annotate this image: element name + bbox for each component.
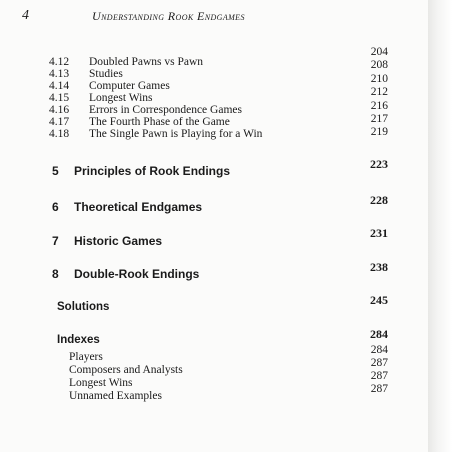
entry-number: 4.12 bbox=[49, 56, 70, 68]
chapter-number: 6 bbox=[52, 200, 59, 214]
entry-title: Longest Wins bbox=[89, 92, 153, 104]
entry-page: 208 bbox=[370, 59, 388, 71]
indexes-page: 284 bbox=[370, 327, 388, 341]
entry-number: 4.13 bbox=[49, 68, 70, 80]
chapter-title: Theoretical Endgames bbox=[74, 200, 203, 214]
entry-title: Studies bbox=[89, 68, 123, 80]
index-item: Longest Wins bbox=[69, 377, 133, 389]
index-page: 287 bbox=[370, 357, 388, 369]
indexes-title: Indexes bbox=[57, 334, 100, 346]
entry-number: 4.15 bbox=[49, 92, 70, 104]
index-item: Unnamed Examples bbox=[69, 390, 162, 402]
entry-page: 217 bbox=[370, 113, 388, 125]
chapter-page: 238 bbox=[370, 260, 388, 274]
running-head: Understanding Rook Endgames bbox=[92, 9, 245, 23]
index-item: Composers and Analysts bbox=[69, 364, 183, 376]
chapter-entry bbox=[52, 164, 230, 178]
entry-number: 4.14 bbox=[49, 80, 70, 92]
entry-title: The Fourth Phase of the Game bbox=[89, 116, 230, 128]
entry-title: Computer Games bbox=[89, 80, 170, 92]
entry-number: 4.16 bbox=[49, 104, 70, 116]
chapter-entry bbox=[52, 200, 202, 214]
index-page: 284 bbox=[370, 344, 388, 356]
entry-title: Doubled Pawns vs Pawn bbox=[89, 56, 204, 68]
index-page: 287 bbox=[370, 370, 388, 382]
entry-page: 204 bbox=[370, 46, 388, 58]
chapter-page: 228 bbox=[370, 193, 388, 207]
entry-page: 210 bbox=[370, 73, 388, 85]
entry-title: Errors in Correspondence Games bbox=[89, 104, 242, 116]
entry-page: 219 bbox=[370, 126, 388, 138]
chapter-entry bbox=[52, 267, 199, 281]
chapter-title: Historic Games bbox=[74, 234, 163, 248]
index-item: Players bbox=[69, 351, 103, 363]
entry-number: 4.18 bbox=[49, 128, 70, 140]
entry-page: 212 bbox=[370, 86, 388, 98]
solutions-title: Solutions bbox=[57, 301, 110, 313]
chapter-page: 223 bbox=[370, 157, 388, 171]
page-edge bbox=[428, 0, 452, 452]
chapter-entry bbox=[52, 234, 162, 248]
index-page: 287 bbox=[370, 383, 388, 395]
chapter-page: 231 bbox=[370, 226, 388, 240]
solutions-page: 245 bbox=[370, 293, 388, 307]
entry-number: 4.17 bbox=[49, 116, 70, 128]
chapter-number: 7 bbox=[52, 234, 59, 248]
chapter-number: 8 bbox=[52, 267, 59, 281]
chapter-title: Double-Rook Endings bbox=[74, 267, 200, 281]
page-number: 4 bbox=[22, 8, 29, 23]
entry-page: 216 bbox=[370, 100, 388, 112]
entry-title: The Single Pawn is Playing for a Win bbox=[89, 128, 263, 140]
chapter-number: 5 bbox=[52, 164, 59, 178]
chapter-title: Principles of Rook Endings bbox=[74, 164, 231, 178]
page-header bbox=[22, 8, 388, 26]
